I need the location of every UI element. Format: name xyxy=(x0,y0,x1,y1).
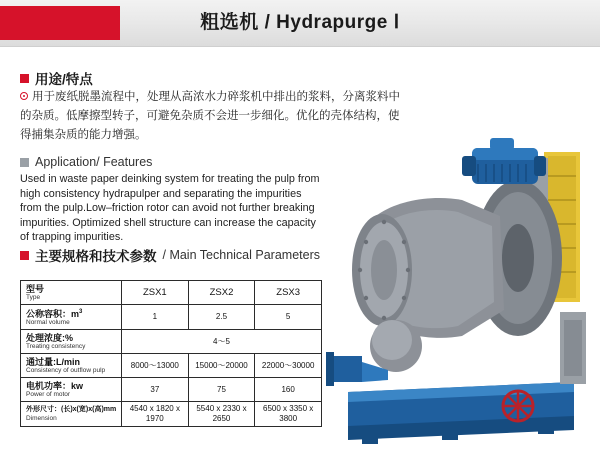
row-label-cn: 通过量:L/min xyxy=(26,356,80,367)
parameters-heading-label-cn: 主要规格和技术参数 xyxy=(35,249,157,264)
red-square-icon xyxy=(20,74,29,83)
table-cell: 160 xyxy=(255,378,322,402)
row-label xyxy=(21,354,122,378)
table-row xyxy=(21,354,322,378)
table-row xyxy=(21,330,322,354)
table-cell: 5 xyxy=(255,305,322,330)
table-cell: ZSX1 xyxy=(122,281,189,305)
usage-heading-label: 用途/特点 xyxy=(35,72,93,87)
row-label-cn: 外形尺寸：(长)x(宽)x(高)mm xyxy=(26,406,117,413)
application-section-heading xyxy=(20,155,152,169)
page-header xyxy=(0,0,600,47)
usage-body-text: 用于废纸脱墨流程中，处理从高浓水力碎浆机中排出的浆料，分离浆料中的杂质。低摩擦型转子，可避免杂质不会进一步细化。优化的壳体结构，使得捕集杂质的能力增强。 xyxy=(20,91,400,141)
table-cell: ZSX2 xyxy=(188,281,255,305)
row-label-superscript: 3 xyxy=(79,309,83,315)
row-label-en: Treating consistency xyxy=(26,342,86,350)
row-label-cn: 处理浓度:% xyxy=(26,332,73,343)
page-title-separator: / xyxy=(258,12,277,33)
row-label-cn-text: 公称容积：m xyxy=(26,309,80,319)
application-body-text: Used in waste paper deinking system for treating the pulp from high consistency hydrapulper and separating the impurities from the pulp.Low–friction rotor can avoid not further breaking impurities. Optimized shell structure can increase the capacity of trapping impurities. xyxy=(20,173,320,243)
row-label xyxy=(21,378,122,402)
usage-section-heading xyxy=(20,68,93,88)
product-photo-illustration xyxy=(322,130,600,450)
row-label-en: Normal volume xyxy=(26,319,70,326)
table-cell-merged: 4～5 xyxy=(122,330,322,354)
application-body-en xyxy=(20,172,320,245)
table-cell: 2.5 xyxy=(188,305,255,330)
row-label-en: Dimension xyxy=(26,415,57,422)
red-square-icon-2 xyxy=(20,251,29,260)
table-row xyxy=(21,402,322,427)
table-cell: 15000～20000 xyxy=(188,354,255,378)
application-heading-label: Application/ Features xyxy=(35,155,153,169)
row-label-cn: 型号 xyxy=(26,283,45,294)
row-label-en: Power of motor xyxy=(26,390,71,398)
table-cell: 8000～13000 xyxy=(122,354,189,378)
table-cell: 5540 x 2330 x 2650 xyxy=(188,402,255,427)
parameters-heading-label-en: / Main Technical Parameters xyxy=(162,248,320,262)
page-title xyxy=(0,0,600,46)
page-title-cn: 粗选机 xyxy=(200,12,259,33)
row-label xyxy=(21,305,122,330)
row-label-cn: 电机功率：kw xyxy=(26,380,84,391)
gray-square-icon xyxy=(20,158,29,167)
row-label xyxy=(21,402,122,427)
table-cell: 1 xyxy=(122,305,189,330)
table-row xyxy=(21,281,322,305)
row-label xyxy=(21,281,122,305)
row-label-cn xyxy=(26,307,118,319)
table-cell: 37 xyxy=(122,378,189,402)
row-label xyxy=(21,330,122,354)
row-label-en: Consistency of outflow pulp xyxy=(26,366,106,374)
row-label-en: Type xyxy=(26,293,41,301)
table-row xyxy=(21,305,322,330)
page-title-en: Hydrapurge Ⅰ xyxy=(276,12,400,33)
table-cell: ZSX3 xyxy=(255,281,322,305)
parameters-section-heading xyxy=(20,245,320,265)
table-row xyxy=(21,378,322,402)
table-cell: 22000～30000 xyxy=(255,354,322,378)
table-cell: 6500 x 3350 x 3800 xyxy=(255,402,322,427)
table-cell: 75 xyxy=(188,378,255,402)
product-photo xyxy=(322,130,600,450)
table-cell: 4540 x 1820 x 1970 xyxy=(122,402,189,427)
technical-parameters-table xyxy=(20,280,322,427)
